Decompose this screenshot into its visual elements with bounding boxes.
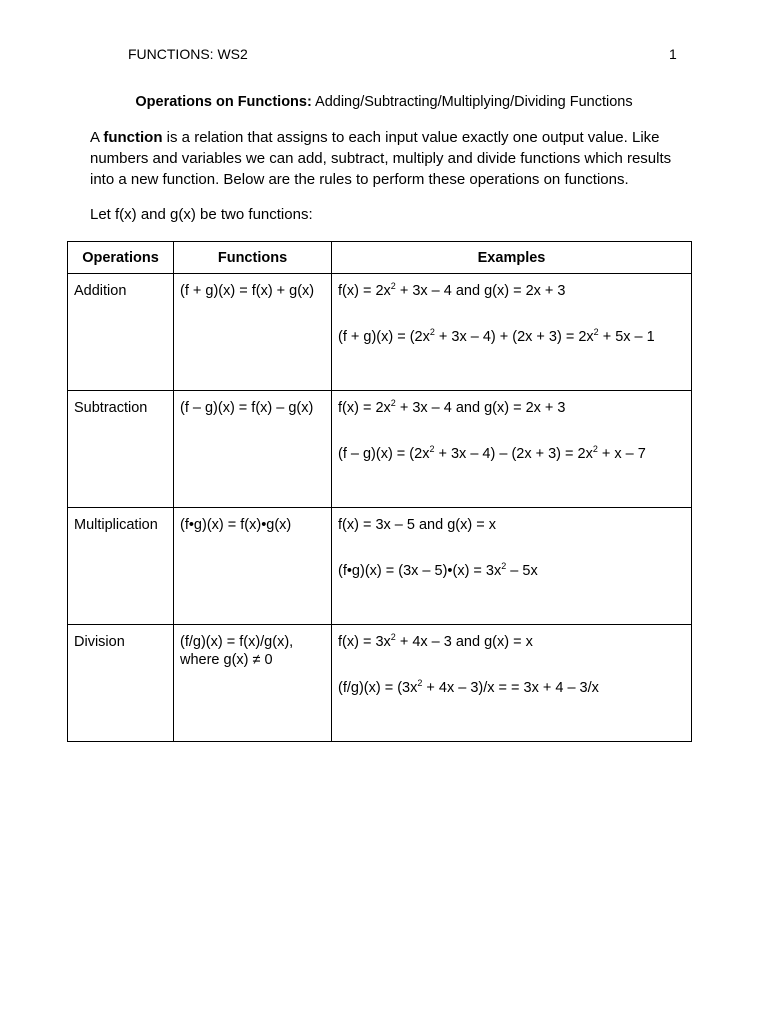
example-line	[338, 633, 691, 651]
example-text: f(x) = 2x	[338, 283, 391, 299]
example-cell	[332, 391, 692, 508]
example-cell	[332, 508, 692, 625]
exponent: 2	[390, 281, 396, 291]
function-rule-line: where g(x) ≠ 0	[180, 652, 273, 668]
example-text: f(x) = 3x – 5 and g(x) = x	[338, 517, 496, 533]
function-rule-line: (f + g)(x) = f(x) + g(x)	[180, 283, 315, 299]
table-header-row	[68, 242, 692, 274]
exponent: 2	[390, 398, 396, 408]
function-cell	[174, 508, 332, 625]
example-text: f(x) = 3x	[338, 634, 391, 650]
document-title-bold: Operations on Functions:	[135, 94, 312, 110]
function-cell	[174, 274, 332, 391]
intro-line: is a relation that assigns to each input value exactly one output value. Like	[162, 129, 660, 146]
operation-cell: Addition	[68, 274, 174, 391]
operation-cell: Subtraction	[68, 391, 174, 508]
column-header-functions: Functions	[174, 242, 332, 274]
exponent: 2	[501, 561, 507, 571]
example-cell	[332, 274, 692, 391]
operation-cell: Multiplication	[68, 508, 174, 625]
intro-line: numbers and variables we can add, subtract, multiply and divide functions which results	[90, 150, 672, 167]
example-text: + 3x – 4) – (2x + 3) = 2x	[434, 446, 593, 462]
intro-lead: A	[90, 129, 104, 146]
example-text: (f + g)(x) = (2x	[338, 329, 430, 345]
example-text: + x – 7	[597, 446, 646, 462]
example-text: + 4x – 3)/x = = 3x + 4 – 3/x	[422, 680, 599, 696]
example-text: (f•g)(x) = (3x – 5)•(x) = 3x	[338, 563, 502, 579]
example-text: + 3x – 4 and g(x) = 2x + 3	[395, 283, 566, 299]
table-body	[68, 274, 692, 742]
exponent: 2	[390, 632, 396, 642]
example-line	[338, 562, 691, 580]
table-row-subtraction	[68, 391, 692, 508]
column-header-examples: Examples	[332, 242, 692, 274]
page-number: 1	[669, 46, 677, 62]
example-line	[338, 282, 691, 300]
example-text: (f – g)(x) = (2x	[338, 446, 430, 462]
example-text: + 4x – 3 and g(x) = x	[395, 634, 533, 650]
function-rule-line: (f – g)(x) = f(x) – g(x)	[180, 400, 314, 416]
table-row-division	[68, 625, 692, 742]
intro-term: function	[103, 129, 163, 146]
function-cell	[174, 391, 332, 508]
example-text: + 3x – 4) + (2x + 3) = 2x	[434, 329, 594, 345]
example-cell	[332, 625, 692, 742]
example-line	[338, 679, 691, 697]
example-text: (f/g)(x) = (3x	[338, 680, 418, 696]
let-statement: Let f(x) and g(x) be two functions:	[90, 206, 313, 223]
exponent: 2	[429, 444, 435, 454]
example-line	[338, 399, 691, 417]
intro-line: into a new function. Below are the rules to perform these operations on functions.	[90, 171, 629, 188]
exponent: 2	[593, 327, 599, 337]
document-title-rest: Adding/Subtracting/Multiplying/Dividing Functions	[311, 94, 633, 110]
function-rule-line: (f•g)(x) = f(x)•g(x)	[180, 517, 292, 533]
example-text: + 3x – 4 and g(x) = 2x + 3	[395, 400, 566, 416]
function-rule-line: (f/g)(x) = f(x)/g(x),	[180, 634, 294, 650]
operations-table	[67, 241, 692, 742]
intro-paragraph	[90, 127, 690, 190]
document-title	[0, 94, 768, 110]
table-row-addition	[68, 274, 692, 391]
column-header-operations: Operations	[68, 242, 174, 274]
example-line	[338, 328, 691, 346]
table-row-multiplication	[68, 508, 692, 625]
example-text: – 5x	[506, 563, 538, 579]
function-cell	[174, 625, 332, 742]
example-line	[338, 516, 691, 534]
example-text: + 5x – 1	[598, 329, 655, 345]
exponent: 2	[417, 678, 423, 688]
exponent: 2	[429, 327, 435, 337]
example-text: f(x) = 2x	[338, 400, 391, 416]
header-title: FUNCTIONS: WS2	[128, 46, 248, 62]
exponent: 2	[592, 444, 598, 454]
example-line	[338, 445, 691, 463]
operation-cell: Division	[68, 625, 174, 742]
